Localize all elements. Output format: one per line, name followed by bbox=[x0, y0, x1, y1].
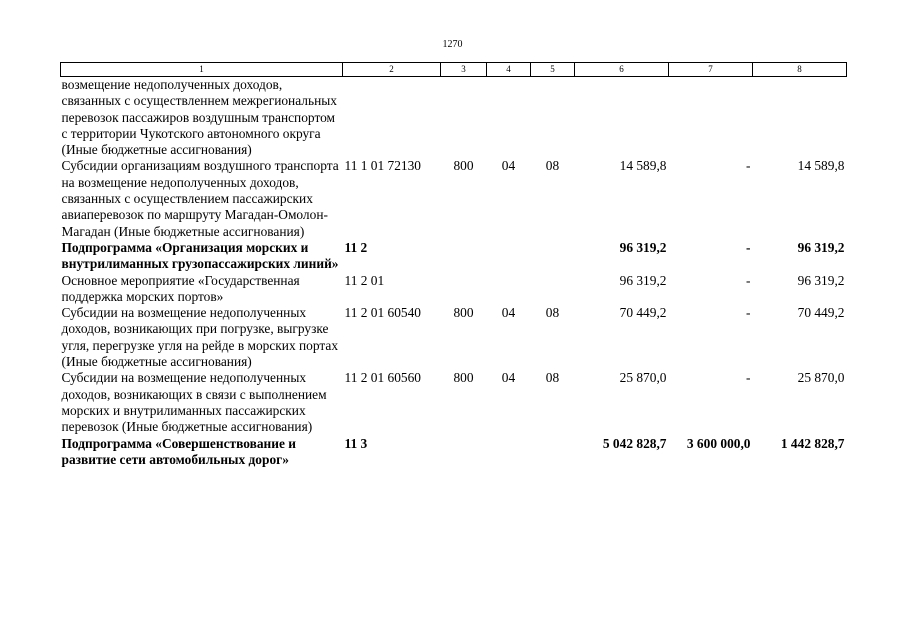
column-header: 8 bbox=[753, 63, 847, 77]
table-row-subprogram bbox=[61, 436, 847, 469]
row-subsection bbox=[531, 273, 575, 306]
row-code: 11 2 01 60560 bbox=[344, 370, 421, 386]
row-description: Основное мероприятие «Государственная поддержка морских портов» bbox=[61, 272, 300, 304]
row-total bbox=[575, 77, 669, 159]
column-header: 6 bbox=[575, 63, 669, 77]
table-row bbox=[61, 370, 847, 435]
row-regional: 96 319,2 bbox=[797, 239, 845, 255]
row-description: Субсидии организациям воздушного транспорта на возмещение недополученных доходов, связанных с осуществлением пассажирских авиаперевозок по маршруту Магадан-Омолон-Магадан (Иные бюджетные ассигнования) bbox=[61, 158, 339, 239]
column-header: 4 bbox=[487, 63, 531, 77]
budget-table bbox=[60, 62, 847, 468]
row-regional: 14 589,8 bbox=[797, 158, 845, 174]
table-row bbox=[61, 305, 847, 370]
row-section bbox=[487, 77, 531, 159]
row-section bbox=[487, 240, 531, 273]
row-description: возмещение недополученных доходов, связанных с осуществленнем межрегиональных перевозок пассажиров воздушным транспортом с территории Чукотского автономного округа (Иные бюджетные ассигнования) bbox=[61, 77, 337, 158]
row-expense-type bbox=[441, 273, 487, 306]
row-total: 96 319,2 bbox=[619, 239, 667, 255]
row-expense-type: 800 bbox=[453, 158, 474, 174]
row-federal: - bbox=[746, 370, 751, 386]
column-header: 2 bbox=[343, 63, 441, 77]
row-total: 96 319,2 bbox=[619, 272, 667, 288]
row-subsection: 08 bbox=[545, 305, 560, 321]
row-section: 04 bbox=[501, 158, 516, 174]
row-regional: 25 870,0 bbox=[797, 370, 845, 386]
row-description: Подпрограмма «Совершенствование и развитие сети автомобильных дорог» bbox=[61, 435, 296, 467]
row-code: 11 2 01 bbox=[344, 272, 385, 288]
row-federal: - bbox=[746, 239, 751, 255]
row-section: 04 bbox=[501, 370, 516, 386]
row-expense-type: 800 bbox=[453, 370, 474, 386]
table-row bbox=[61, 77, 847, 159]
row-expense-type bbox=[441, 436, 487, 469]
row-section bbox=[487, 436, 531, 469]
table-row bbox=[61, 273, 847, 306]
column-header: 5 bbox=[531, 63, 575, 77]
row-total: 70 449,2 bbox=[619, 305, 667, 321]
row-regional: 96 319,2 bbox=[797, 272, 845, 288]
row-description: Субсидии на возмещение недополученных доходов, возникающих при погрузке, выгрузке угля, перегрузке угля на рейде в морских портах (Иные бюджетные ассигнования) bbox=[61, 305, 339, 370]
row-expense-type bbox=[441, 77, 487, 159]
row-expense-type: 800 bbox=[453, 305, 474, 321]
row-federal bbox=[669, 77, 753, 159]
row-description: Подпрограмма «Организация морских и внутрилиманных грузопассажирских линий» bbox=[61, 239, 339, 272]
table-row-subprogram bbox=[61, 240, 847, 273]
row-code: 11 2 bbox=[344, 239, 368, 255]
row-subsection bbox=[531, 77, 575, 159]
row-subsection: 08 bbox=[545, 370, 560, 386]
column-header: 7 bbox=[669, 63, 753, 77]
row-total: 14 589,8 bbox=[619, 158, 667, 174]
row-section: 04 bbox=[501, 305, 516, 321]
row-federal: - bbox=[746, 305, 751, 321]
row-code: 11 2 01 60540 bbox=[344, 305, 421, 321]
row-subsection bbox=[531, 240, 575, 273]
row-subsection bbox=[531, 436, 575, 469]
column-header: 1 bbox=[61, 63, 343, 77]
row-code bbox=[343, 77, 441, 159]
row-subsection: 08 bbox=[545, 158, 560, 174]
row-federal: 3 600 000,0 bbox=[686, 435, 751, 451]
row-code: 11 1 01 72130 bbox=[344, 158, 421, 174]
row-regional: 1 442 828,7 bbox=[780, 435, 845, 451]
row-section bbox=[487, 273, 531, 306]
page-number: 1270 bbox=[442, 39, 463, 50]
row-federal: - bbox=[746, 158, 751, 174]
row-code: 11 3 bbox=[344, 435, 368, 451]
column-number-header bbox=[61, 63, 847, 77]
row-expense-type bbox=[441, 240, 487, 273]
row-regional bbox=[753, 77, 847, 159]
row-total: 5 042 828,7 bbox=[602, 435, 667, 451]
row-federal: - bbox=[746, 272, 751, 288]
row-description: Субсидии на возмещение недополученных доходов, возникающих в связи с выполнением морских и внутрилиманных пассажирских перевозок (Иные бюджетные ассигнования) bbox=[61, 370, 327, 435]
row-total: 25 870,0 bbox=[619, 370, 667, 386]
table-row bbox=[61, 158, 847, 239]
column-header: 3 bbox=[441, 63, 487, 77]
row-regional: 70 449,2 bbox=[797, 305, 845, 321]
